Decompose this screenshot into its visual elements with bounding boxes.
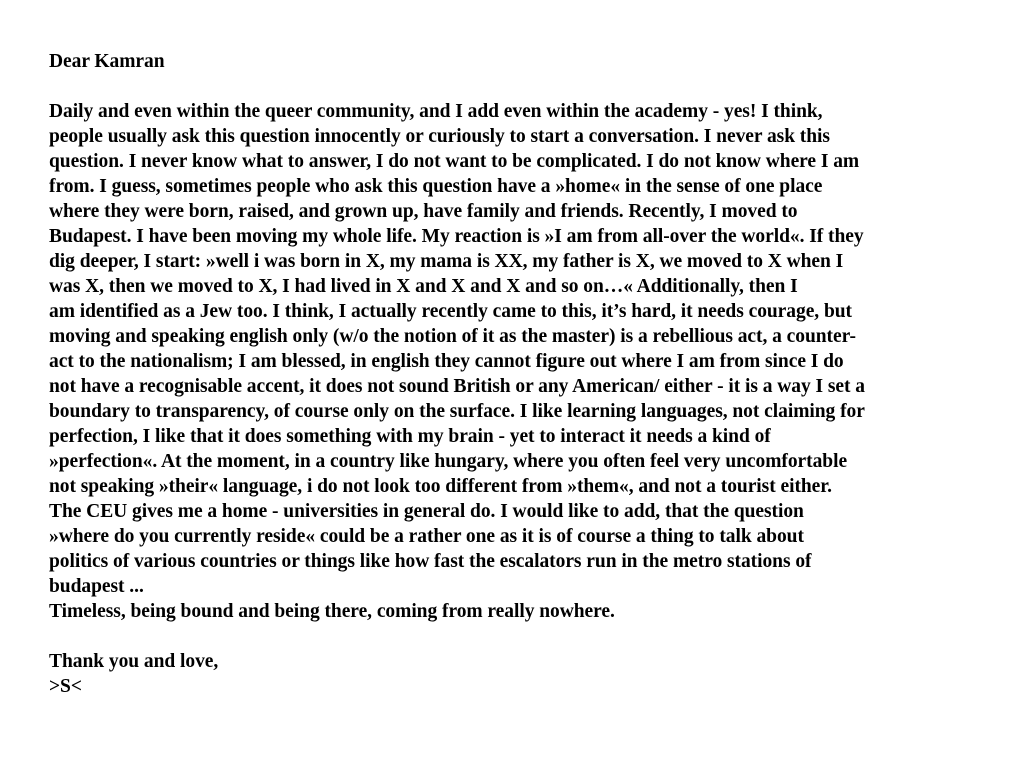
letter-body: [49, 99, 1009, 624]
signature: >S<: [49, 676, 82, 697]
letter-page: [49, 49, 1009, 699]
body-line: am identified as a Jew too. I think, I actually recently came to this, it’s hard, it needs courage, but: [49, 301, 852, 322]
salutation: Dear Kamran: [49, 51, 165, 72]
body-line: not have a recognisable accent, it does not sound British or any American/ either - it is a way I set a: [49, 376, 865, 397]
body-line: perfection, I like that it does something with my brain - yet to interact it needs a kind of: [49, 426, 771, 447]
body-line: The CEU gives me a home - universities in general do. I would like to add, that the question: [49, 501, 804, 522]
blank-line: [49, 624, 1009, 649]
body-line: moving and speaking english only (w/o the notion of it as the master) is a rebellious act, a counter-: [49, 326, 856, 347]
body-line: boundary to transparency, of course only on the surface. I like learning languages, not claiming for: [49, 401, 865, 422]
body-line: not speaking »their« language, i do not look too different from »them«, and not a tourist either.: [49, 476, 832, 497]
body-line: dig deeper, I start: »well i was born in X, my mama is XX, my father is X, we moved to X when I: [49, 251, 844, 272]
body-line: politics of various countries or things like how fast the escalators run in the metro stations of: [49, 551, 812, 572]
body-line: people usually ask this question innocently or curiously to start a conversation. I never ask this: [49, 126, 830, 147]
body-line: Budapest. I have been moving my whole life. My reaction is »I am from all-over the world«. If they: [49, 226, 864, 247]
body-line: from. I guess, sometimes people who ask this question have a »home« in the sense of one place: [49, 176, 823, 197]
body-line: Daily and even within the queer community, and I add even within the academy - yes! I think,: [49, 101, 823, 122]
body-line: was X, then we moved to X, I had lived in X and X and X and so on…« Additionally, then I: [49, 276, 798, 297]
closing: Thank you and love,: [49, 651, 219, 672]
body-line: where they were born, raised, and grown up, have family and friends. Recently, I moved to: [49, 201, 798, 222]
body-line: act to the nationalism; I am blessed, in english they cannot figure out where I am from since I do: [49, 351, 844, 372]
body-line: budapest ...: [49, 576, 144, 597]
body-line: »where do you currently reside« could be a rather one as it is of course a thing to talk about: [49, 526, 804, 547]
blank-line: [49, 74, 1009, 99]
body-line: question. I never know what to answer, I do not want to be complicated. I do not know where I am: [49, 151, 860, 172]
body-line: Timeless, being bound and being there, coming from really nowhere.: [49, 601, 615, 622]
body-line: »perfection«. At the moment, in a country like hungary, where you often feel very uncomfortable: [49, 451, 848, 472]
